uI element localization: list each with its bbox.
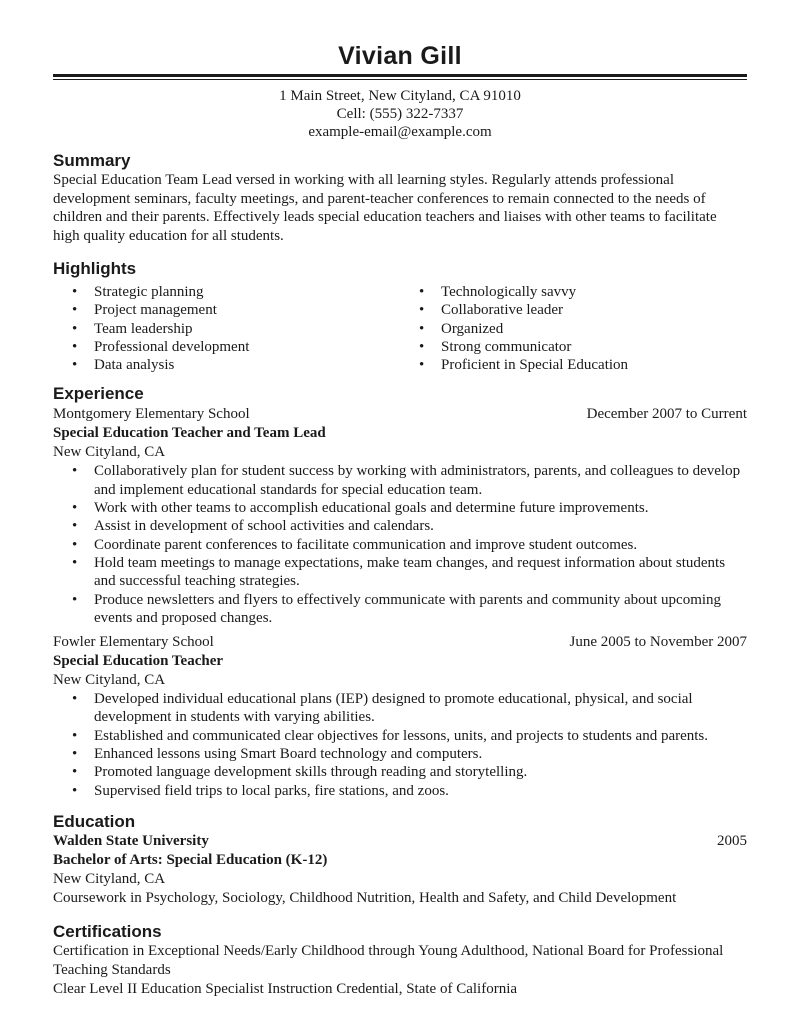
highlights-grid — [53, 283, 747, 374]
list-item: • Professional development — [53, 338, 400, 356]
school-name: Walden State University — [53, 832, 209, 849]
job-bullets — [53, 462, 747, 627]
list-item: • Established and communicated clear objectives for lessons, units, and projects to students and parents. — [53, 727, 747, 745]
summary-text: Special Education Team Lead versed in working with all learning styles. Regularly attends professional development seminars, faculty meetings, and parent-teacher conferences to remain connected to the needs of children and their parents. Effectively leads special education teachers and liaises with other teams to facilitate high quality education for all students. — [53, 172, 717, 244]
certifications-section — [53, 922, 747, 999]
list-item: • Produce newsletters and flyers to effectively communicate with parents and community about upcoming events and proposed changes. — [53, 591, 747, 628]
employer: Fowler Elementary School — [53, 634, 214, 651]
email: example-email@example.com — [308, 124, 492, 140]
job-title: Special Education Teacher and Team Lead — [53, 425, 326, 442]
header-divider — [53, 74, 747, 80]
certification-item: Certification in Exceptional Needs/Early Childhood through Young Adulthood, National Board for Professional Teaching Standards — [53, 942, 724, 978]
list-item: • Organized — [400, 320, 747, 338]
address: 1 Main Street, New Cityland, CA 91010 — [279, 88, 521, 104]
graduation-year: 2005 — [717, 832, 747, 849]
degree: Bachelor of Arts — [53, 851, 158, 868]
field-of-study: Special Education (K-12) — [166, 851, 328, 868]
highlights-heading: Highlights — [53, 259, 137, 278]
summary-section — [53, 151, 747, 245]
list-item: • Assist in development of school activities and calendars. — [53, 517, 747, 535]
job-header-row — [53, 405, 747, 424]
contact-block — [53, 87, 747, 141]
job-entry — [53, 633, 747, 800]
job-location: New Cityland, CA — [53, 444, 166, 461]
candidate-name: Vivian Gill — [338, 42, 462, 70]
job-title: Special Education Teacher — [53, 653, 224, 670]
experience-heading: Experience — [53, 384, 144, 404]
list-item: • Strategic planning — [53, 283, 400, 301]
list-item: • Hold team meetings to manage expectations, make team changes, and request information about students and successful teaching strategies. — [53, 554, 747, 591]
job-dates: December 2007 to Current — [586, 406, 747, 423]
certifications-heading: Certifications — [53, 921, 162, 941]
job-header-row — [53, 633, 747, 652]
school-location: New Cityland, CA — [53, 870, 166, 887]
employer: Montgomery Elementary School — [53, 406, 250, 423]
list-item: • Coordinate parent conferences to facilitate communication and improve student outcomes. — [53, 536, 747, 554]
list-item: • Work with other teams to accomplish educational goals and determine future improvements. — [53, 499, 747, 517]
list-item: • Proficient in Special Education — [400, 356, 747, 374]
list-item: • Strong communicator — [400, 338, 747, 356]
education-heading: Education — [53, 811, 136, 831]
highlights-section — [53, 259, 747, 374]
job-entry — [53, 405, 747, 627]
job-location: New Cityland, CA — [53, 672, 166, 689]
education-section — [53, 812, 747, 908]
list-item: • Data analysis — [53, 356, 400, 374]
list-item: • Team leadership — [53, 320, 400, 338]
list-item: • Promoted language development skills through reading and storytelling. — [53, 763, 747, 781]
summary-heading: Summary — [53, 151, 131, 170]
certification-item: Clear Level II Education Specialist Instruction Credential, State of California — [53, 980, 518, 997]
job-bullets — [53, 690, 747, 800]
list-item: • Developed individual educational plans (IEP) designed to promote educational, physical, and social development in students with varying abilities. — [53, 690, 747, 727]
experience-section — [53, 384, 747, 799]
list-item: • Project management — [53, 301, 400, 319]
list-item: • Supervised field trips to local parks, fire stations, and zoos. — [53, 782, 747, 800]
list-item: • Collaboratively plan for student success by working with administrators, parents, and colleagues to develop and implement educational standards for special education team. — [53, 462, 747, 499]
job-dates: June 2005 to November 2007 — [569, 634, 747, 651]
highlights-left-list — [53, 283, 400, 374]
list-item: • Technologically savvy — [400, 283, 747, 301]
degree-line: Bachelor of Arts: Special Education (K-12) — [53, 851, 328, 868]
coursework: Coursework in Psychology, Sociology, Childhood Nutrition, Health and Safety, and Child Development — [53, 889, 677, 906]
highlights-right-list — [400, 283, 747, 374]
list-item: • Enhanced lessons using Smart Board technology and computers. — [53, 745, 747, 763]
list-item: • Collaborative leader — [400, 301, 747, 319]
phone: Cell: (555) 322-7337 — [336, 106, 464, 122]
education-header-row — [53, 832, 747, 851]
